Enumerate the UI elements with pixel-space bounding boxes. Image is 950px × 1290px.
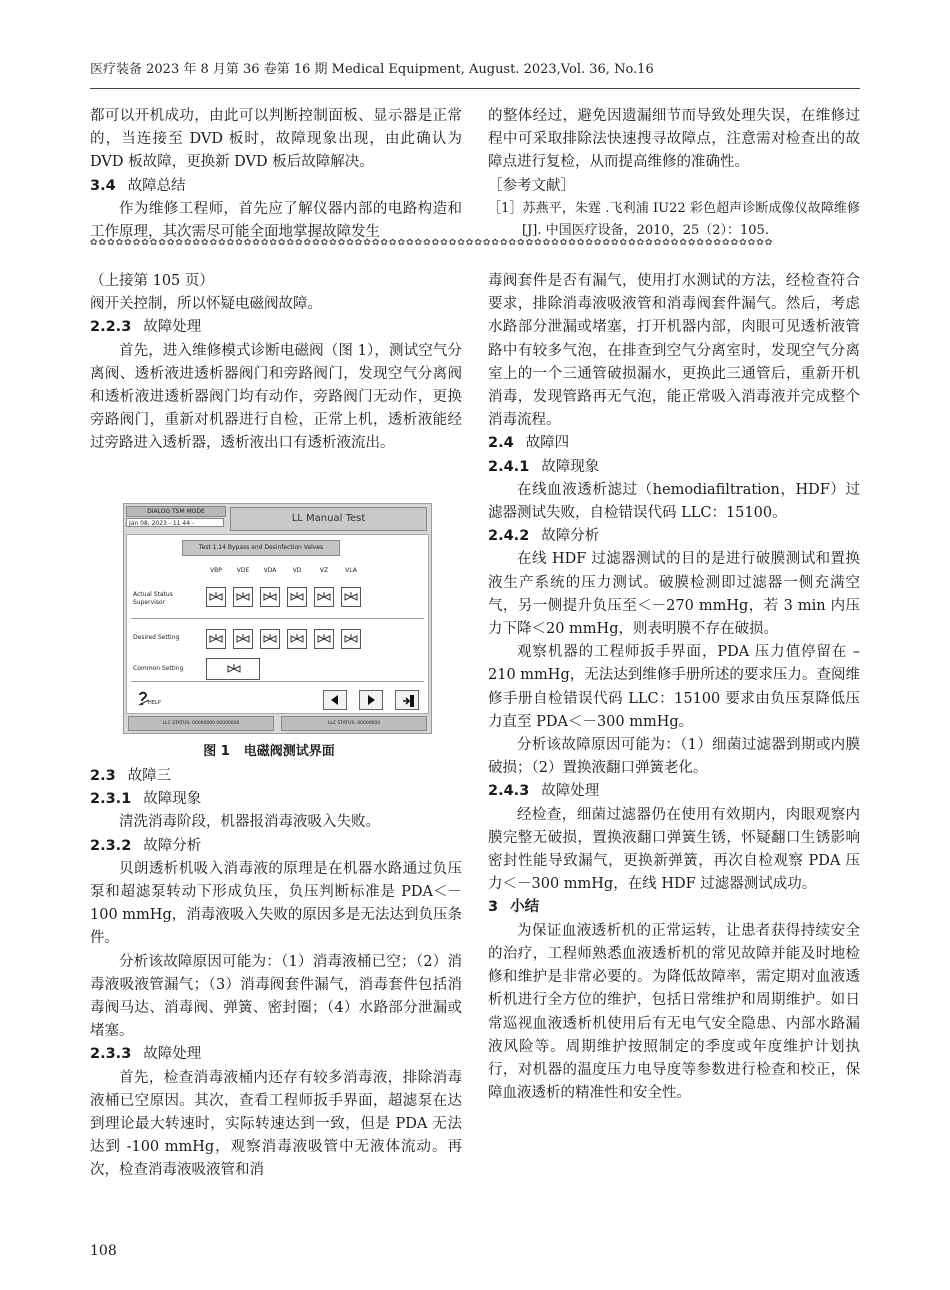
valve-indicator[interactable] [314,629,334,649]
paragraph: 毒阀套件是否有漏气，使用打水测试的方法，经检查符合要求，排除消毒液吸液管和消毒阀套件漏气。然后，考虑水路部分泄漏或堵塞，打开机器内部，肉眼可见透析液管路中有较多气泡，在排查到空气分离室时，发现空气分离室上的一个三通管破损漏水，更换此三通管后，重新开机消毒，发现管路再无气泡，能正常吸入消毒液并完成整个消毒流程。 [488,273,860,429]
valve-indicator[interactable] [341,587,361,607]
paragraph: 清洗消毒阶段，机器报消毒液吸入失败。 [119,814,380,831]
section-heading: 2.4.2 故障分析 [488,528,600,545]
valve-icon [317,634,331,644]
top-right-column [488,105,860,242]
valve-panel [126,534,429,714]
exit-button[interactable] [395,690,419,710]
paragraph: 阀开关控制，所以怀疑电磁阀故障。 [90,296,322,313]
figure-valve-test-screen [123,503,432,734]
valve-icon [227,664,241,674]
valve-indicator[interactable] [341,629,361,649]
figure-caption: 图 1 电磁阀测试界面 [203,744,335,759]
valve-icon [209,592,223,602]
date-label: Jan 08, 2023 - 11 44 - [126,518,224,527]
section-heading: 3.4 故障总结 [90,177,186,194]
column-header: VLA [345,567,357,574]
paragraph: 作为维修工程师，首先应了解仪器内部的电路构造和工作原理，其次需尽可能全面地掌握故障发生 [90,200,462,241]
right-column [488,270,860,1105]
section-heading: 2.3.3 故障处理 [90,1046,202,1063]
valve-icon [290,634,304,644]
valve-icon [209,634,223,644]
divider [131,681,424,682]
valve-indicator[interactable] [260,587,280,607]
section-heading: 2.4 故障四 [488,435,570,452]
valve-icon [344,592,358,602]
paragraph: 在线 HDF 过滤器测试的目的是进行破膜测试和置换液生产系统的压力测试。破膜检测即过滤器一侧充满空气，另一侧提升负压至＜－270 mmHg，若 3 min 内压力下降＜20 mmHg，则表明膜不存在破损。 [488,551,860,638]
arrow-right-icon [364,694,378,706]
common-valve-indicator[interactable] [206,658,260,680]
status-bar-right: LLC STATUS: 00000000 [281,716,427,731]
valve-indicator[interactable] [206,587,226,607]
paragraph: 首先，进入维修模式诊断电磁阀（图 1），测试空气分离阀、透析液进透析器阀门和旁路阀门，发现空气分离阀和透析液进透析器阀门均有动作，旁路阀门无动作，更换旁路阀门，重新对机器进行自检，正常上机，透析液能经过旁路进入透析器，透析液出口有透析液流出。 [90,342,462,452]
valve-icon [263,592,277,602]
section-heading: 3 小结 [488,899,540,916]
valve-indicator[interactable] [260,629,280,649]
paragraph: 首先，检查消毒液桶内还存有较多消毒液，排除消毒液桶已空原因。其次，查看工程师扳手界面，超滤泵在达到理论最大转速时，实际转速达到一致，但是 PDA 无法达到 -100 mmHg，观察消毒液吸管中无液体流动。再次，检查消毒液吸液管和消 [90,1069,462,1179]
valve-indicator[interactable] [233,629,253,649]
column-header: VDE [236,567,250,574]
reference-item: ［1］苏燕平，朱霆 .飞利浦 IU22 彩色超声诊断成像仪故障维修 [J]. 中国医疗设备，2010，25（2）：105. [488,200,860,238]
paragraph: 经检查，细菌过滤器仍在使用有效期内，肉眼观察内膜完整无破损，置换液翻口弹簧生锈，怀疑翻口生锈影响密封性能导致漏气，更换新弹簧，再次自检观察 PDA 压力＜－300 mmHg，在线 HDF 过滤器测试成功。 [488,806,860,893]
forward-button[interactable] [359,690,383,710]
section-heading: 2.3.1 故障现象 [90,791,202,808]
references-heading: ［参考文献］ [488,177,575,194]
header-rule [90,88,860,89]
page-number: 108 [90,1243,117,1259]
left-column-lower [90,765,462,1183]
back-button[interactable] [323,690,347,710]
valve-icon [236,634,250,644]
decorative-separator: ✿✿✿✿✿✿✿✿✿✿✿✿✿✿✿✿✿✿✿✿✿✿✿✿✿✿✿✿✿✿✿✿✿✿✿✿✿✿✿✿✿✿✿✿✿✿✿✿✿✿✿✿✿✿✿✿✿✿✿✿✿✿✿✿✿✿✿✿✿✿✿✿✿✿✿✿✿✿✿✿ [90,238,774,248]
valve-indicator[interactable] [206,629,226,649]
valve-icon [236,592,250,602]
valve-icon [263,634,277,644]
row-label-desired: Desired Setting [133,634,180,641]
paragraph: 贝朗透析机吸入消毒液的原理是在机器水路通过负压泵和超滤泵转动下形成负压，负压判断标准是 PDA＜－100 mmHg，消毒液吸入失败的原因多是无法达到负压条件。 [90,860,462,947]
section-heading: 2.2.3 故障处理 [90,319,202,336]
paragraph: 分析该故障原因可能为：（1）消毒液桶已空；（2）消毒液吸液管漏气；（3）消毒阀套件漏气，消毒套件包括消毒阀马达、消毒阀、弹簧、密封圈；（4）水路部分泄漏或堵塞。 [90,953,462,1040]
paragraph: 都可以开机成功，由此可以判断控制面板、显示器是正常的，当连接至 DVD 板时，故障现象出现，由此确认为 DVD 板故障，更换新 DVD 板后故障解决。 [90,108,462,171]
section-heading: 2.4.1 故障现象 [488,458,600,475]
paragraph: 观察机器的工程师扳手界面，PDA 压力值停留在 –210 mmHg，无法达到维修手册所述的要求压力。查阅维修手册自检错误代码 LLC：15100 要求由负压泵降低压力直至 PDA＜－300 mmHg。 [488,644,860,730]
paragraph: 的整体经过，避免因遗漏细节而导致处理失误，在维修过程中可采取排除法快速搜寻故障点，注意需对检查出的故障点进行复检，从而提高维修的准确性。 [488,108,860,171]
left-column [90,270,462,456]
section-heading: 2.3 故障三 [90,768,172,784]
paragraph: 在线血液透析滤过（hemodiafiltration，HDF）过滤器测试失败，自检错误代码 LLC：15100。 [488,481,860,522]
column-header: VZ [319,567,329,574]
column-header: VD [292,567,302,574]
row-label-actual: Actual Status Supervisor [133,591,173,606]
top-left-column [90,105,462,244]
section-heading: 2.4.3 故障处理 [488,783,600,800]
valve-indicator[interactable] [314,587,334,607]
help-button[interactable] [137,691,163,709]
help-label: HELP [148,700,161,706]
divider [131,618,424,619]
running-header: 医疗装备 2023 年 8 月第 36 卷第 16 期 Medical Equipment, August. 2023,Vol. 36, No.16 [90,62,654,77]
valve-indicator[interactable] [287,629,307,649]
section-heading: 2.3.2 故障分析 [90,837,202,854]
paragraph: 为保证血液透析机的正常运转，让患者获得持续安全的治疗，工程师熟悉血液透析机的常见故障并能及时地检修和维护是非常必要的。为降低故障率，需定期对血液透析机进行全方位的维护，包括日常维护和周期维护。如日常巡视血液透析机使用后有无电气安全隐患、内部水路漏液风险等。周期维护按照制定的季度或年度维护计划执行，对机器的温度压力电导度等参数进行检查和校正，保障血液透析的精准性和安全性。 [488,922,860,1102]
test-banner: Test 1.14 Bypass and Desinfection Valves [182,540,340,556]
mode-label: DIALOG TSM MODE [126,506,226,517]
valve-icon [344,634,358,644]
column-header: VDA [263,567,277,574]
continued-note: （上接第 105 页） [90,273,214,289]
arrow-left-icon [328,694,342,706]
valve-indicator[interactable] [233,587,253,607]
status-bar-left: LLC STATUS: 00000000 00000000 [128,716,274,731]
row-label-common: Common Setting [133,665,184,672]
valve-indicator[interactable] [287,587,307,607]
column-header: VBP [210,567,222,574]
valve-icon [317,592,331,602]
paragraph: 分析该故障原因可能为：（1）细菌过滤器到期或内膜破损；（2）置换液翻口弹簧老化。 [488,737,860,777]
screen-title: LL Manual Test [230,507,427,531]
valve-icon [290,592,304,602]
exit-icon [400,694,416,708]
